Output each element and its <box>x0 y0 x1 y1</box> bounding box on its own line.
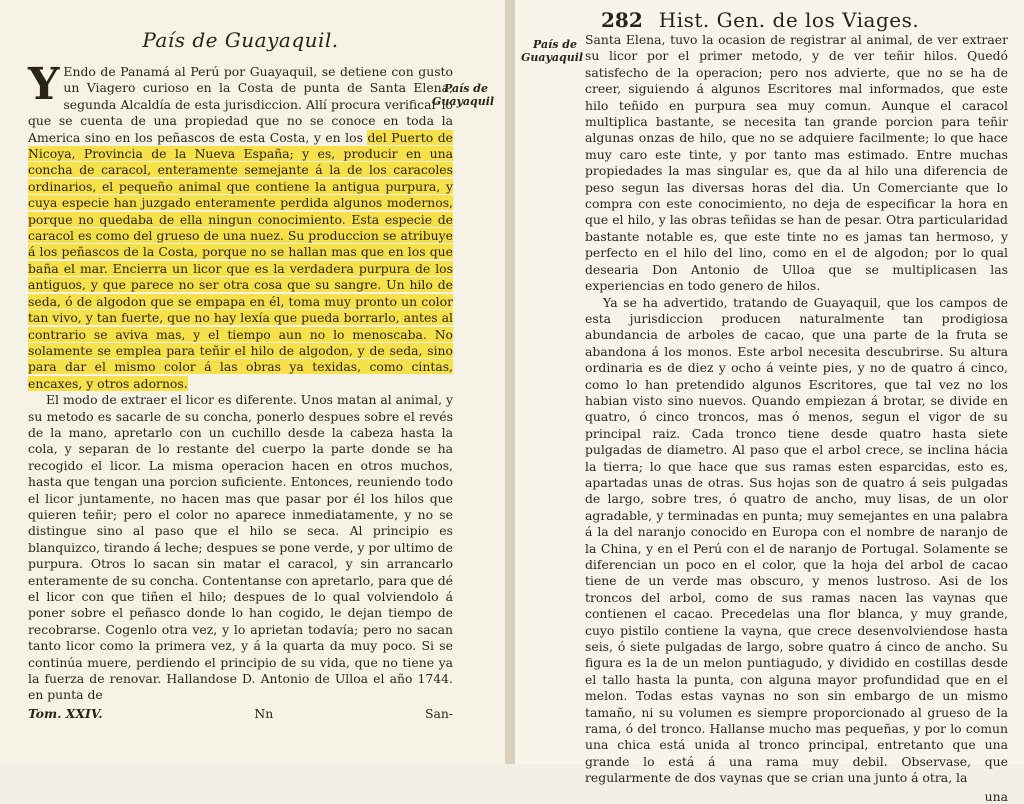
page-number: 282 <box>601 8 643 32</box>
left-page <box>0 0 505 764</box>
right-running-title: Hist. Gen. de los Viages. <box>658 8 920 32</box>
right-body-text <box>585 32 1008 787</box>
volume-label: Tom. XXIV. <box>28 705 103 721</box>
right-catchword: una <box>984 788 1008 804</box>
right-paragraph-2: Ya se ha advertido, tratando de Guayaquil, que los campos de esta jurisdiccion producen naturalmente tan prodigiosa abundancia de arboles de cacao, que una parte de la fruta se abandona á los monos. Este arbol necesita descubrirse. Su altura ordinaria es de diez y ocho á veinte pies, y no de quatro á cinco, como lo han pretendido algunos Escritores, que tal vez no los habian visto sino nuevos. Quando empiezan á brotar, se divide en quatro, ó cinco troncos, mas ó menos, segun el vigor de su principal raiz. Cada tronco tiene desde quatro hasta siete pulgadas de diametro. Al paso que el arbol crece, se inclina hácia la tierra; lo que hace que sus ramas esten esparcidas, esto es, apartadas unas de otras. Sus hojas son de quatro á seis pulgadas de largo, sobre tres, ó quatro de ancho, muy lisas, de un olor agradable, y terminadas en punta; muy semejantes en una palabra á la del naranjo conocido en Europa con el nombre de naranjo de la China, y en el Perú con el de naranjo de Portugal. Solamente se diferencian un poco en el color, que la hoja del arbol de cacao tiene de un verde mas obscuro, y menos lustroso. Asi de los troncos del arbol, como de sus ramas nacen las vaynas que contienen el cacao. Precedelas una flor blanca, y muy grande, cuyo pistilo contiene la vayna, que crece desenvolviendose hasta seis, ó siete pulgadas de largo, sobre quatro á cinco de ancho. Su figura es la de un melon puntiagudo, y dividido en costillas desde el tallo hasta la punta, con alguna mayor profundidad que en el melon. Todas estas vaynas no son sin embargo de un mismo tamaño, ni su volumen es siempre proporcionado al grueso de la rama, ó del tronco. Hallanse mucho mas pequeñas, y por lo comun una chica está unida al tronco principal, entretanto que una grande lo está á una rama muy debil. Observase, que regularmente de dos vaynas que se crian una junto á otra, la <box>585 294 1008 786</box>
book-gutter <box>505 0 515 764</box>
drop-cap: Y <box>28 59 60 110</box>
highlighted-passage: del Puerto de Nicoya, Provincia de la Nueva España; y es, producir en una concha de caracol, enteramente semejante á la de los caracoles ordinarios, el pequeño animal que contiene la antigua purpura, y cuya especie han juzgado enteramente perdida algunos modernos, porque no quedaba de ella ningun conocimiento. Esta especie de caracol es como del grueso de una nuez. Su produccion se atribuye á los peñascos de la Costa, porque no se hallan mas que en los que baña el mar. Encierra un licor que es la verdadera purpura de los antiguos, y que parece no ser otra cosa que su sangre. Un hilo de seda, ó de algodon que se empapa en él, toma muy pronto un color tan vivo, y tan fuerte, que no hay lexía que pueda borrarlo, antes al contrario se aviva mas, y el tiempo aun no lo menoscaba. No solamente se emplea para teñir el hilo de algodon, y de seda, sino para dar el mismo color á las obras ya texidas, como cintas, encaxes, y otros adornos. <box>28 129 453 391</box>
left-running-title: País de Guayaquil. <box>142 28 339 52</box>
left-body-text <box>28 59 453 704</box>
left-paragraph-1 <box>28 59 453 392</box>
right-footer <box>585 789 1008 804</box>
left-paragraph-2: El modo de extraer el licor es diferente. Unos matan al animal, y su metodo es sacarle de su concha, ponerlo despues sobre el revés de la mano, apretarlo con un cuchillo desde la cabeza hasta la cola, y separan de lo restante del cuerpo la parte donde se ha recogido el licor. La misma operacion hacen en otros muchos, hasta que tengan una porcion suficiente. Entonces, reuniendo todo el licor juntamente, no hacen mas que pasar por él los hilos que quieren teñir; pero el color no aparece inmediatamente, y no se distingue sino al paso que el hilo se seca. Al principio es blanquizco, tirando á leche; despues se pone verde, y por ultimo de purpura. Otros lo sacan sin matar el caracol, y sin arrancarlo enteramente de su concha. Contentanse con apretarlo, para que dé el licor con que tiñen el hilo; despues de lo qual volviendolo á poner sobre el peñasco donde lo han cogido, le dejan tiempo de recobrarse. Cogenlo otra vez, y lo aprietan todavía; pero no sacan tanto licor como la primera vez, y á la quarta da muy poco. Si se continúa muere, perdiendo el principio de su vida, que no tiene ya la fuerza de renovar. Hallandose D. Antonio de Ulloa el año 1744. en punta de <box>28 392 453 703</box>
left-catchword: San- <box>424 705 453 721</box>
left-paragraph-1-text: Endo de Panamá al Perú por Guayaquil, se detiene con gusto un Viagero curioso en la Costa de punta de Santa Elena, segunda Alcaldía de esta jurisdiccion. Allí procura verificar lo que se cuenta de una propiedad que no se conoce en toda la America sino en los peñascos de esta Costa, y en los <box>28 64 453 145</box>
right-margin-note: País de Guayaquil <box>521 38 584 64</box>
left-margin-note: País de Guayaquil <box>432 82 495 108</box>
left-footer <box>28 706 453 721</box>
right-paragraph-1: Santa Elena, tuvo la ocasion de registrar al animal, de ver extraer su licor por el primer metodo, y de ver teñir hilos. Quedó satisfecho de la operacion; pero nos advierte, que no se ha de creer, siguiendo á algunos Escritores mal informados, que este hilo teñido en purpura sea muy comun. Aunque el caracol multiplica bastante, se necesita tan grande porcion para teñir algunas onzas de hilo, que no se adquiere facilmente; lo que hace muy caro este tinte, y por tanto mas estimado. Entre muchas propiedades la mas singular es, que da al hilo una diferencia de peso segun las diversas horas del dia. Un Comerciante que lo compra con este conocimiento, no deja de especificar la hora en que el hilo, y las obras teñidas se han de pesar. Otra particularidad bastante notable es, que este tinte no es jamas tan hermoso, y perfecto en el hilo del lino, como en el de algodon; por lo qual desearia Don Antonio de Ulloa que se multiplicasen las experiencias en todo genero de hilos. <box>585 32 1008 294</box>
signature-mark: Nn <box>254 705 274 721</box>
right-page <box>515 0 1024 804</box>
right-header <box>601 8 1008 32</box>
